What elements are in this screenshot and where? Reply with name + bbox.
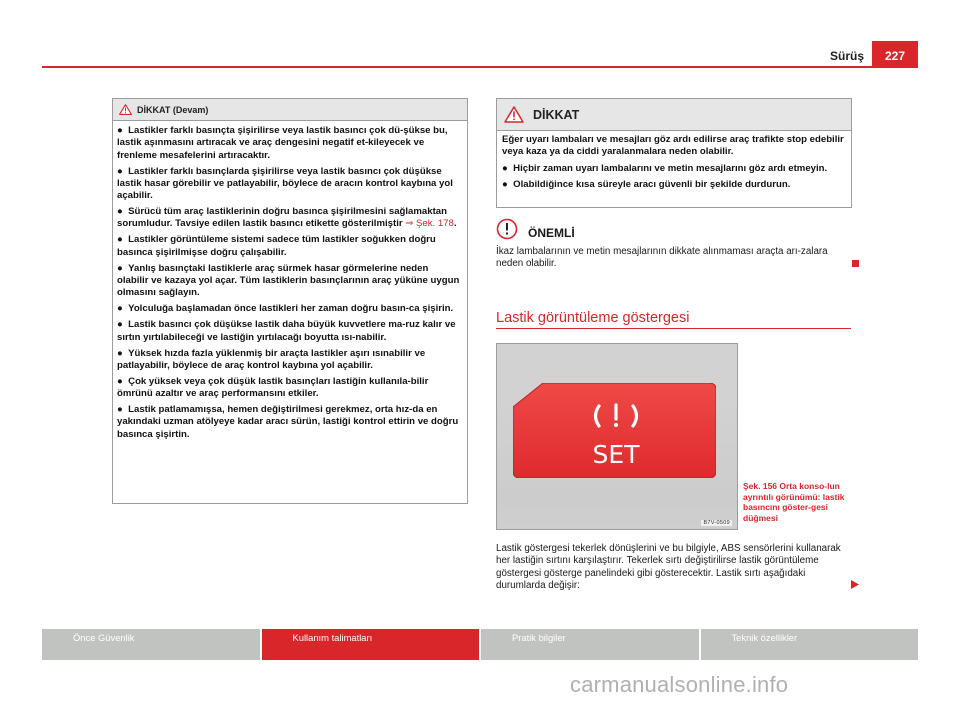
tire-pressure-warning-dot (614, 423, 618, 427)
warning-box (496, 98, 852, 208)
section-title: Lastik görüntüleme göstergesi (496, 310, 690, 326)
warning-item: ● Lastikler farklı basınçlarda şişirilirse veya lastik basıncı çok düşükse lastik hasar görebilir ve patlayabilir, böylece de aracın kontrol kaybına yol açabilir. (117, 165, 453, 202)
section-title-rule (496, 328, 851, 329)
warning-box-continued (112, 98, 468, 504)
tab-teknik-ozellikler[interactable]: Teknik özellikler (701, 629, 919, 660)
warning-box-header (497, 99, 851, 131)
warning-item: ● Lastik basıncı çok düşükse lastik daha büyük kuvvetlere ma-ruz kalır ve sırtın yırtılabileceği ve lastiğin yırtılacağı boyutta ısı-nabilir. (117, 319, 456, 343)
warning-box-body (113, 121, 467, 441)
tab-once-guvenlik[interactable]: Önce Güvenlik (42, 629, 260, 660)
warning-item: ● Lastik patlamamışsa, hemen değiştirilmesi gerekmez, orta hız-da en yakındaki uzman atölyeye kadar aracı sürün, lastiği kontrol ettirin ve doğru basınca şişirtin. (117, 404, 459, 440)
footer-navigation-tabs (42, 629, 918, 660)
set-button-label: SET (592, 440, 640, 469)
header-rule (42, 66, 918, 68)
arrow-right-icon[interactable] (851, 580, 859, 589)
page-number: 227 (872, 41, 918, 68)
warning-item: ● Sürücü tüm araç lastiklerinin doğru basınca şişirilmesini sağlamaktan sorumludur. Tavsiye edilen lastik basıncı etikette gösterilmiştir ⇒ Şek. 178. (117, 206, 457, 230)
end-of-section-square-icon (852, 260, 859, 267)
watermark: carmanualsonline.info (570, 672, 789, 697)
warning-item: ● Lastikler görüntüleme sistemi sadece tüm lastikler soğukken doğru basınca şişirilmişse doğru çalışabilir. (117, 234, 436, 258)
tab-pratik-bilgiler[interactable]: Pratik bilgiler (481, 629, 699, 660)
exclamation-circle-icon (496, 218, 518, 240)
warning-item: ● Hiçbir zaman uyarı lambalarını ve metin mesajlarını göz ardı etmeyin. (502, 162, 828, 174)
important-note-title: ÖNEMLİ (528, 226, 575, 240)
warning-triangle-icon (119, 104, 132, 115)
body-paragraph: Lastik göstergesi tekerlek dönüşlerini ve bu bilgiyle, ABS sensörlerini kullanarak her lastiğin sırtını karşılaştırır. Tekerlek sırtı değiştirilirse lastik görüntüleme göstergesi gösterge panelindeki gibi gösterecektir. Lastik sırtı aşağıdaki durumlarda değişir: (496, 543, 841, 592)
figure-caption: Şek. 156 Orta konso-lun ayrıntılı görünümü: lastik basıncını göster-gesi düğmesi (743, 481, 845, 523)
running-header-section: Sürüş (829, 49, 864, 63)
warning-intro: Eğer uyarı lambaları ve mesajları göz ardı edilirse araç trafikte stop edebilir veya kaza ya da ciddi yaralanmalara neden olabilir. (502, 134, 844, 158)
tire-pressure-set-button (513, 383, 716, 478)
warning-item: ● Çok yüksek veya çok düşük lastik basınçları lastiğin kullanıla-bilir ömrünü azaltır ve araç performansını etkiler. (117, 375, 429, 400)
warning-item: ● Lastikler farklı basınçta şişirilirse veya lastik basıncı çok dü-şükse bu, lastik aşınmasını artıracak ve araç dengesini negatif et-kileyecek ve frenleme mesafelerini artıracaktır. (117, 125, 448, 161)
warning-box-body (497, 131, 851, 191)
tab-kullanim-talimatlari[interactable]: Kullanım talimatları (262, 629, 480, 660)
warning-box-title: DİKKAT (533, 107, 580, 122)
figure-console-detail (496, 343, 738, 530)
warning-item: ● Yanlış basınçtaki lastiklerle araç sürmek hasar görmelerine neden olabilir ve kazaya yol açar. Tüm lastiklerin basınçlarının araç yüküne uygun olmasını sağlayın. (117, 262, 460, 299)
warning-item: ● Olabildiğince kısa süreyle aracı güvenli bir şekilde durdurun. (502, 178, 791, 190)
important-note-text: İkaz lambalarının ve metin mesajlarının dikkate alınmaması araçta arı-zalara neden olabilir. (496, 246, 828, 270)
warning-box-title: DİKKAT (Devam) (137, 104, 209, 115)
warning-item: ● Yolculuğa başlamadan önce lastikleri her zaman doğru basın-ca şişirin. (117, 303, 454, 315)
warning-triangle-icon (504, 106, 524, 123)
figure-code: B7V-0509 (703, 520, 730, 526)
warning-box-header (113, 99, 467, 121)
warning-item: ● Yüksek hızda fazla yüklenmiş bir araçta lastikler aşırı ısınabilir ve patlayabilir, böylece de araç kontrol kaybına yol açabilir. (117, 347, 426, 371)
figure-cross-reference-link[interactable]: ⇒ Şek. 178 (405, 218, 454, 230)
important-note-header (496, 218, 575, 240)
